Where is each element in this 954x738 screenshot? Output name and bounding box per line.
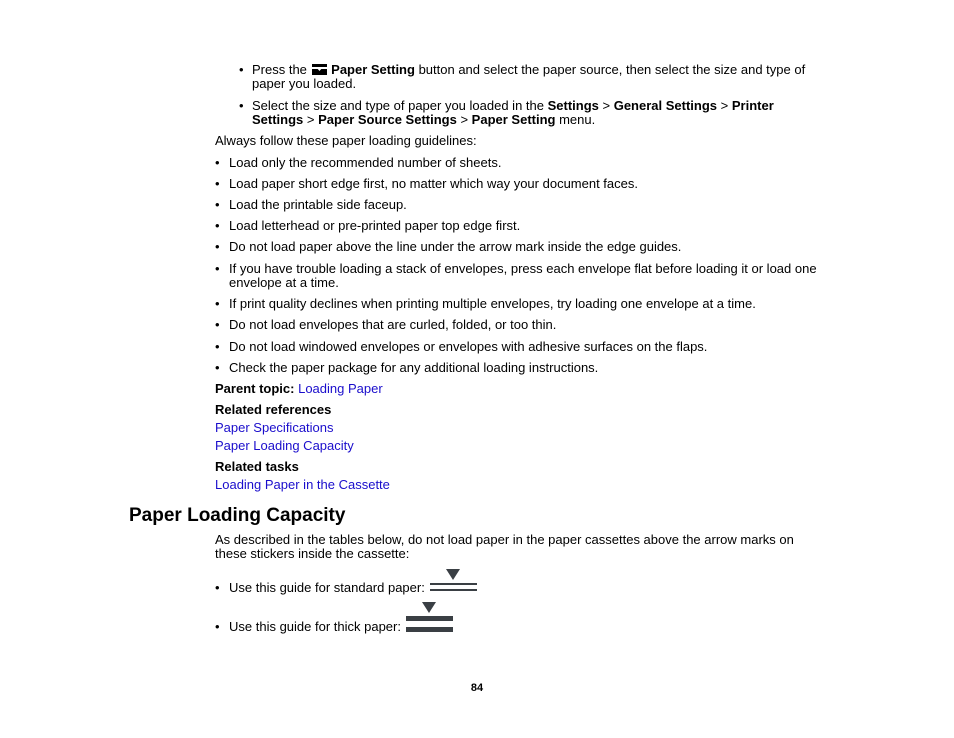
guideline-item: [215, 177, 835, 191]
paper-setting-icon: [311, 63, 328, 76]
text-segment: Press the: [252, 62, 311, 77]
bold-segment: Settings: [547, 98, 599, 113]
bullet: •: [215, 339, 220, 354]
guide-thick-text: Use this guide for thick paper:: [229, 619, 401, 634]
guideline-item: [215, 318, 835, 332]
guideline-text: Do not load paper above the line under the arrow mark inside the edge guides.: [229, 239, 682, 254]
bullet: •: [215, 580, 220, 595]
guideline-item: [215, 240, 835, 254]
bullet: •: [215, 197, 220, 212]
bullet: •: [215, 317, 220, 332]
bold-segment: Printer: [731, 98, 774, 113]
guideline-text: Do not load envelopes that are curled, folded, or too thin.: [229, 317, 557, 332]
bullet: •: [215, 261, 220, 276]
guideline-text: Load paper short edge first, no matter which way your document faces.: [229, 176, 638, 191]
bullet: •: [215, 360, 220, 375]
guideline-item: [215, 198, 835, 212]
paper-specifications-link[interactable]: Paper Specifications: [215, 420, 334, 435]
related-tasks-label: Related tasks: [215, 459, 299, 474]
guidelines-intro: Always follow these paper loading guidelines:: [215, 133, 477, 148]
related-references-label: Related references: [215, 402, 332, 417]
nested-bullet-2: [239, 99, 839, 127]
text-segment: >: [598, 98, 614, 113]
guide-standard-text: Use this guide for standard paper:: [229, 580, 425, 595]
thick-paper-mark-icon: [405, 601, 455, 637]
text-segment: >: [717, 98, 732, 113]
bullet: •: [239, 98, 244, 113]
bold-segment: Paper Source Settings: [318, 112, 457, 127]
guideline-text: Load only the recommended number of sheets.: [229, 155, 502, 170]
bullet: •: [239, 62, 244, 77]
guideline-item: [215, 156, 835, 170]
text-segment: >: [303, 112, 319, 127]
related-tasks-heading: [215, 460, 299, 474]
bullet: •: [215, 619, 220, 634]
text-segment: menu.: [555, 112, 596, 127]
guide-standard-item: [215, 581, 615, 595]
parent-topic: [215, 382, 383, 396]
bold-segment: Settings: [252, 112, 304, 127]
bold-segment: General Settings: [613, 98, 718, 113]
guideline-text: Load letterhead or pre-printed paper top edge first.: [229, 218, 521, 233]
nested-bullet-1: [239, 63, 839, 91]
bullet: •: [215, 296, 220, 311]
guideline-item: [215, 361, 835, 375]
guideline-item: [215, 262, 835, 290]
text-segment: button and select the paper source, then select the size and type of: [414, 62, 806, 77]
guideline-text: Load the printable side faceup.: [229, 197, 407, 212]
text-segment: >: [456, 112, 472, 127]
guideline-text: If you have trouble loading a stack of envelopes, press each envelope flat before loading it or load one: [229, 261, 817, 276]
paper-loading-capacity-link[interactable]: Paper Loading Capacity: [215, 438, 354, 453]
bold-segment: Paper Setting: [471, 112, 556, 127]
text-line: paper you loaded.: [252, 76, 357, 91]
standard-paper-mark-icon: [429, 568, 479, 597]
section-intro-line: As described in the tables below, do not load paper in the paper cassettes above the arrow marks on: [215, 532, 794, 547]
bold-segment: Paper Setting: [327, 62, 415, 77]
guideline-item: [215, 297, 835, 311]
bullet: •: [215, 239, 220, 254]
bullet: •: [215, 155, 220, 170]
parent-topic-link[interactable]: Loading Paper: [298, 381, 383, 396]
guideline-item: [215, 340, 835, 354]
parent-topic-label: Parent topic:: [215, 381, 295, 396]
text-segment: Select the size and type of paper you loaded in the: [252, 98, 548, 113]
section-intro-line: these stickers inside the cassette:: [215, 546, 410, 561]
loading-paper-in-cassette-link[interactable]: Loading Paper in the Cassette: [215, 477, 390, 492]
guideline-text: envelope at a time.: [229, 275, 339, 290]
guideline-text: Check the paper package for any additional loading instructions.: [229, 360, 599, 375]
page-number: 84: [470, 682, 484, 694]
guideline-text: Do not load windowed envelopes or envelopes with adhesive surfaces on the flaps.: [229, 339, 708, 354]
related-references-heading: [215, 403, 331, 417]
bullet: •: [215, 218, 220, 233]
guideline-item: [215, 219, 835, 233]
section-intro: [215, 533, 835, 561]
bullet: •: [215, 176, 220, 191]
section-heading: Paper Loading Capacity: [129, 505, 346, 526]
guideline-text: If print quality declines when printing multiple envelopes, try loading one envelope at a time.: [229, 296, 756, 311]
